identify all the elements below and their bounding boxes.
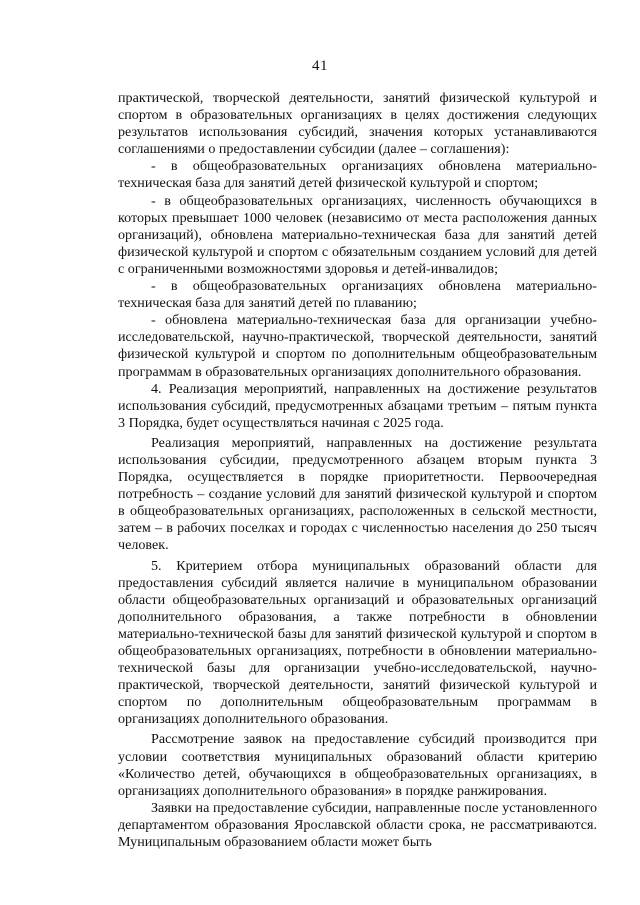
- paragraph-applications-review: Рассмотрение заявок на предоставление субсидий производится при условии соответствия муниципальных образований области критерию «Количество детей, обучающихся в общеобразовательных организациях, в организациях дополнительного образования» в порядке ранжирования.: [118, 731, 597, 799]
- paragraph-clause-4: 4. Реализация мероприятий, направленных на достижение результатов использования субсидий, предусмотренных абзацами третьим – пятым пункта 3 Порядка, будет осуществляться начиная с 2025 года.: [118, 380, 597, 431]
- paragraph-result-item: - в общеобразовательных организациях обновлена материально-техническая база для занятий детей физической культурой и спортом;: [118, 158, 597, 192]
- paragraph-clause-5: 5. Критерием отбора муниципальных образований области для предоставления субсидий является наличие в муниципальном образовании области общеобразовательных организаций и образовательных организаций дополнительного образования, а также потребности в обновлении материально-технической базы для занятий физической культурой и спортом в общеобразовательных организациях, потребности в обновлении материально-технической базы для организации учебно-исследовательской, научно-практической, творческой деятельности, занятий физической культурой и спортом по дополнительным общеобразовательным программам в организациях дополнительного образования.: [118, 557, 597, 728]
- paragraph-applications-deadline: Заявки на предоставление субсидии, направленные после установленного департаментом образования Ярославской области срока, не рассматриваются. Муниципальным образованием области может быть: [118, 799, 597, 851]
- paragraph-continuation: практической, творческой деятельности, занятий физической культурой и спортом в образовательных организациях в целях достижения следующих результатов использования субсидий, значения которых устанавливаются соглашениями о предоставлении субсидии (далее – соглашения):: [118, 90, 597, 158]
- document-body: [118, 90, 597, 851]
- page-number: 41: [312, 58, 328, 74]
- paragraph-priority: Реализация мероприятий, направленных на достижение результата использования субсидии, предусмотренного абзацем вторым пункта 3 Порядка, осуществляется в порядке приоритетности. Первоочередная потребность – создание условий для занятий физической культурой и спортом в общеобразовательных организациях, расположенных в сельской местности, затем – в рабочих поселках и городах с численностью населения до 250 тысяч человек.: [118, 434, 597, 554]
- paragraph-result-item: - обновлена материально-техническая база для организации учебно-исследовательской, научно-практической, творческой деятельности, занятий физической культурой и спортом по дополнительным общеобразовательным программам в образовательных организациях дополнительного образования.: [118, 312, 597, 380]
- paragraph-result-item: - в общеобразовательных организациях, численность обучающихся в которых превышает 1000 человек (независимо от места расположения данных организаций), обновлена материально-техническая база для занятий детей физической культурой и спортом с обязательным созданием условий для детей с ограниченными возможностями здоровья и детей-инвалидов;: [118, 192, 597, 277]
- paragraph-result-item: - в общеобразовательных организациях обновлена материально-техническая база для занятий детей по плаванию;: [118, 278, 597, 312]
